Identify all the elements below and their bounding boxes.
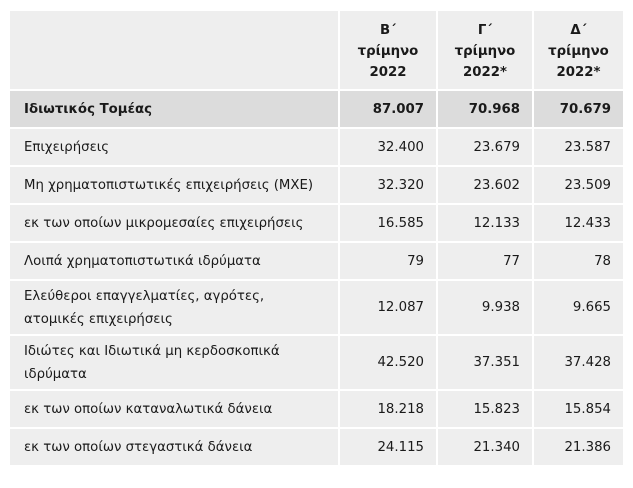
row-label: εκ των οποίων στεγαστικά δάνεια: [10, 429, 338, 467]
value-q4: 37.428: [532, 336, 623, 391]
table-row-sme: [10, 205, 623, 243]
table-row-mortgage-loans: [10, 429, 623, 467]
value-q2: 12.087: [338, 281, 436, 336]
value-q2: 79: [338, 243, 436, 281]
header-line: 2022: [369, 64, 407, 80]
value-q4: 15.854: [532, 391, 623, 429]
row-label: Ιδιωτικός Τομέας: [10, 91, 338, 129]
value-q4: 23.587: [532, 129, 623, 167]
value-q2: 24.115: [338, 429, 436, 467]
header-line: τρίμηνο: [548, 43, 609, 59]
value-q4: 70.679: [532, 91, 623, 129]
row-label: Μη χρηματοπιστωτικές επιχειρήσεις (ΜΧΕ): [10, 167, 338, 205]
header-line: Β΄: [379, 22, 396, 38]
table-row-businesses: [10, 129, 623, 167]
value-q4: 23.509: [532, 167, 623, 205]
row-label-line: Ιδιώτες και Ιδιωτικά μη κερδοσκοπικά: [24, 343, 280, 359]
table-row-individuals: [10, 336, 623, 391]
header-q3-2022: [436, 11, 532, 91]
value-q2: 42.520: [338, 336, 436, 391]
row-label-line: ιδρύματα: [24, 366, 87, 382]
value-q2: 87.007: [338, 91, 436, 129]
value-q3: 23.602: [436, 167, 532, 205]
row-label-line: ατομικές επιχειρήσεις: [24, 311, 173, 327]
value-q4: 78: [532, 243, 623, 281]
value-q2: 32.320: [338, 167, 436, 205]
value-q2: 16.585: [338, 205, 436, 243]
table-row-consumer-loans: [10, 391, 623, 429]
value-q3: 21.340: [436, 429, 532, 467]
row-label: Λοιπά χρηματοπιστωτικά ιδρύματα: [10, 243, 338, 281]
row-label: Επιχειρήσεις: [10, 129, 338, 167]
value-q2: 18.218: [338, 391, 436, 429]
value-q3: 77: [436, 243, 532, 281]
table-row-other-financial: [10, 243, 623, 281]
value-q4: 12.433: [532, 205, 623, 243]
value-q3: 9.938: [436, 281, 532, 336]
loans-table: [10, 11, 623, 467]
value-q4: 9.665: [532, 281, 623, 336]
table-row-non-financial: [10, 167, 623, 205]
header-line: τρίμηνο: [454, 43, 516, 59]
data-table-container: [10, 11, 623, 467]
row-label: [10, 281, 338, 336]
table-header-row: [10, 11, 623, 91]
header-line: 2022*: [463, 64, 507, 80]
row-label-line: Ελεύθεροι επαγγελματίες, αγρότες,: [24, 288, 265, 304]
header-q2-2022: [338, 11, 436, 91]
value-q3: 23.679: [436, 129, 532, 167]
row-label: [10, 336, 338, 391]
value-q3: 37.351: [436, 336, 532, 391]
value-q3: 12.133: [436, 205, 532, 243]
value-q4: 21.386: [532, 429, 623, 467]
header-line: Γ΄: [477, 22, 493, 38]
header-q4-2022: [532, 11, 623, 91]
header-line: 2022*: [556, 64, 601, 80]
value-q3: 15.823: [436, 391, 532, 429]
header-empty-cell: [10, 11, 338, 91]
value-q3: 70.968: [436, 91, 532, 129]
row-label: εκ των οποίων μικρομεσαίες επιχειρήσεις: [10, 205, 338, 243]
row-label: εκ των οποίων καταναλωτικά δάνεια: [10, 391, 338, 429]
table-row-private-sector: [10, 91, 623, 129]
header-line: Δ΄: [570, 22, 587, 38]
value-q2: 32.400: [338, 129, 436, 167]
table-row-self-employed: [10, 281, 623, 336]
header-line: τρίμηνο: [357, 43, 419, 59]
